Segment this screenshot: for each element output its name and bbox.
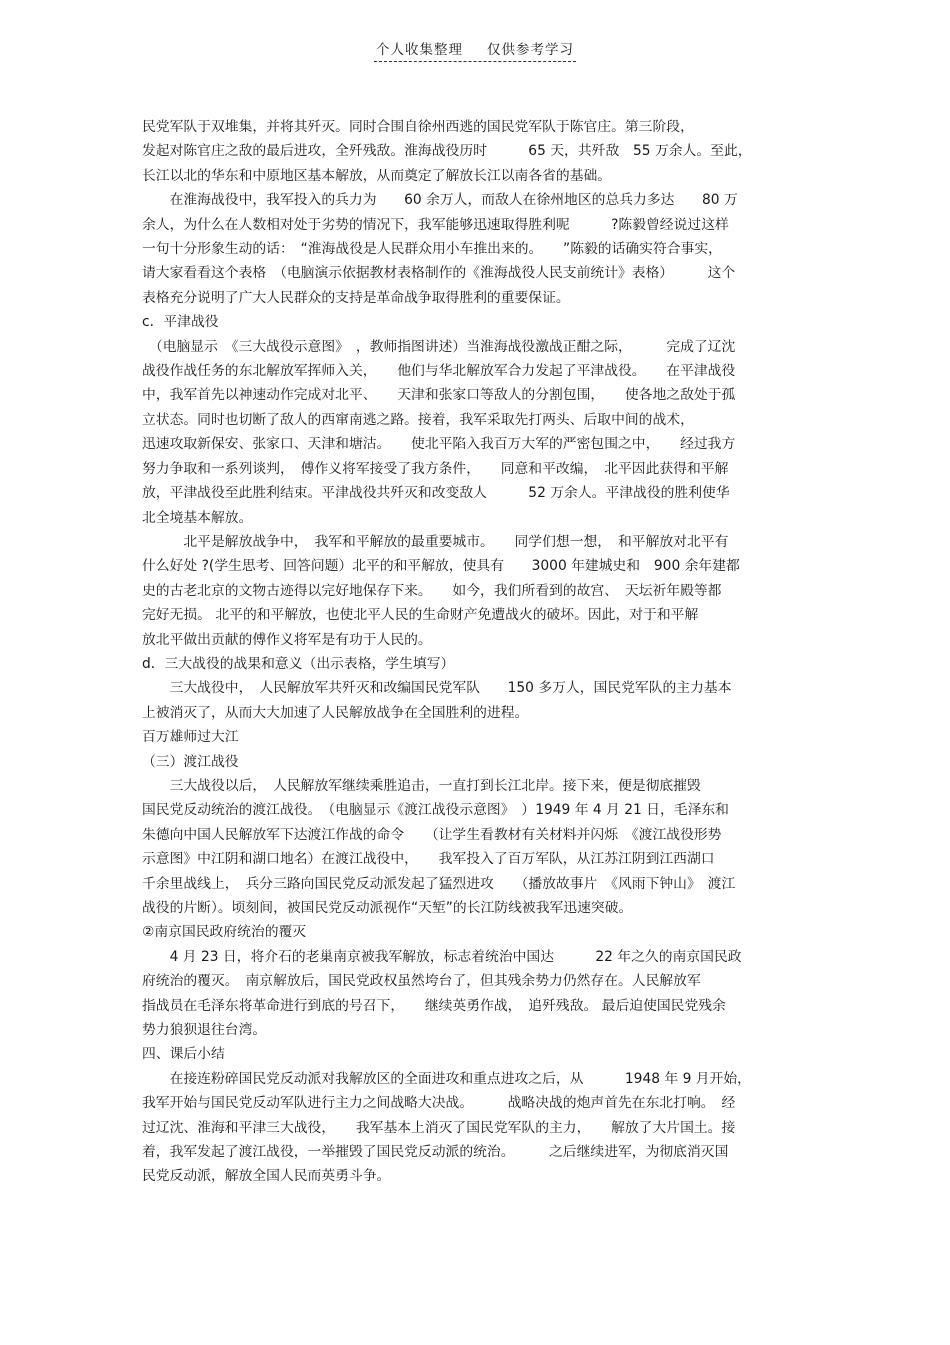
text-line: 府统治的覆灭。 南京解放后，国民党政权虽然垮台了，但其残余势力仍然存在。人民解放军 [142, 973, 701, 990]
text-line: 余人，为什么在人数相对处于劣势的情况下，我军能够迅速取得胜利呢 ?陈毅曾经说过这样 [142, 216, 729, 233]
page-header [0, 38, 950, 62]
document-body [142, 115, 810, 1189]
text-line: 势力狼狈退往台湾。 [142, 1022, 267, 1039]
text-line: 民党军队于双堆集，并将其歼灭。同时合围自徐州西逃的国民党军队于陈官庄。第三阶段， [142, 119, 694, 135]
text-line: 上被消灭了，从而大大加速了人民解放战争在全国胜利的进程。 [142, 704, 529, 721]
text-line: 史的古老北京的文物古迹得以完好地保存下来。 如今，我们所看到的故宫、 天坛祈年殿等都 [142, 582, 722, 599]
text-line: 表格充分说明了广大人民群众的支持是革命战争取得胜利的重要保证。 [142, 289, 570, 306]
text-line: 迅速攻取新保安、张家口、天津和塘沽。 使北平陷入我百万大军的严密包围之中， 经过我方 [142, 436, 736, 453]
text-line: 三大战役中， 人民解放军共歼灭和改编国民党军队 150 多万人，国民党军队的主力基本 [142, 680, 732, 697]
text-line: 朱德向中国人民解放军下达渡江作战的命令 （让学生看教材有关材料并闪烁 《渡江战役形势 [142, 826, 722, 843]
text-line: 请大家看看这个表格 （电脑演示依据教材表格制作的《淮海战役人民支前统计》表格） 这个 [142, 265, 736, 282]
text-line: 中，我军首先以神速动作完成对北平、 天津和张家口等敌人的分割包围， 使各地之敌处于孤 [142, 387, 736, 404]
text-line: 放，平津战役至此胜利结束。平津战役共歼灭和改变敌人 52 万余人。平津战役的胜利使华 [142, 485, 730, 502]
text-line: 努力争取和一系列谈判， 傅作义将军接受了我方条件， 同意和平改编， 北平因此获得和平解 [142, 460, 729, 477]
section-heading-results: d．三大战役的战果和意义（出示表格，学生填写） [142, 655, 455, 672]
text-line: 示意图》中江阴和湖口地名）在渡江战役中， 我军投入了百万军队，从江苏江阴到江西湖口 [142, 851, 715, 868]
header-left-text: 个人收集整理 [376, 42, 463, 58]
text-line: 北平是解放战争中， 我军和平解放的最重要城市。 同学们想一想， 和平解放对北平有 [142, 533, 729, 550]
section-heading-crossing: 百万雄师过大江 [142, 729, 239, 746]
text-line: 完好无损。 北平的和平解放，也使北平人民的生命财产免遭战火的破坏。因此，对于和平解 [142, 607, 699, 624]
text-line: 战役作战任务的东北解放军挥师入关， 他们与华北解放军合力发起了平津战役。 在平津战役 [142, 363, 736, 380]
section-heading-pingjin: c．平津战役 [142, 314, 219, 331]
header-right-text: 仅供参考学习 [487, 42, 574, 58]
text-line: 4 月 23 日，将介石的老巢南京被我军解放，标志着统治中国达 22 年之久的南京国民政 [142, 948, 742, 965]
text-line: 我军开始与国民党反动军队进行主力之间战略大决战。 战略决战的炮声首先在东北打响。 经 [142, 1095, 736, 1112]
text-line: 一句十分形象生动的话： “淮海战役是人民群众用小车推出来的。 ”陈毅的话确实符合事实， [142, 241, 722, 258]
text-line: 长江以北的华东和中原地区基本解放，从而奠定了解放长江以南各省的基础。 [142, 167, 612, 184]
section-heading-dujiang: （三）渡江战役 [142, 753, 239, 770]
text-line: 发起对陈官庄之敌的最后进攻，全歼残敌。淮海战役历时 65 天，共歼敌 55 万余人。至此， [142, 143, 752, 160]
text-line: 战役的片断）。顷刻间，被国民党反动派视作“天堑”的长江防线被我军迅速突破。 [142, 900, 633, 916]
text-line: 三大战役以后， 人民解放军继续乘胜追击，一直打到长江北岸。接下来，便是彻底摧毁 [142, 777, 701, 794]
text-line: 民党反动派，解放全国人民而英勇斗争。 [142, 1168, 391, 1185]
text-line: 在淮海战役中，我军投入的兵力为 60 余万人，而敌人在徐州地区的总兵力多达 80 万 [142, 192, 738, 209]
text-line: 北全境基本解放。 [142, 509, 253, 526]
text-line: 国民党反动统治的渡江战役。 （电脑显示《渡江战役示意图》 ）1949 年 4 月 21 日，毛泽东和 [142, 802, 729, 819]
text-line: 指战员在毛泽东将革命进行到底的号召下， 继续英勇作战， 追歼残敌。 最后迫使国民党残余 [142, 997, 726, 1014]
text-line: 立状态。同时也切断了敌人的西窜南逃之路。接着，我军采取先打两头、后取中间的战术， [142, 411, 694, 428]
text-line: 过辽沈、淮海和平津三大战役， 我军基本上消灭了国民党军队的主力， 解放了大片国土。接 [142, 1119, 736, 1136]
text-line: 什么好处 ?(学生思考、回答问题）北平的和平解放，使具有 3000 年建城史和 900 余年建都 [142, 558, 740, 575]
section-heading-nanjing: ②南京国民政府统治的覆灭 [142, 924, 307, 941]
text-line: （电脑显示 《三大战役示意图》 ，教师指图讲述）当淮海战役激战正酣之际， 完成了辽沈 [142, 338, 736, 355]
text-line: 在接连粉碎国民党反动派对我解放区的全面进攻和重点进攻之后，从 1948 年 9 月开始， [142, 1070, 751, 1087]
header-line [374, 38, 576, 62]
text-line: 着，我军发起了渡江战役，一举摧毁了国民党反动派的统治。 之后继续进军，为彻底消灭国 [142, 1144, 729, 1161]
section-heading-summary: 四、课后小结 [142, 1046, 225, 1063]
text-line: 千余里战线上， 兵分三路向国民党反动派发起了猛烈进攻 （播放故事片 《风雨下钟山》 渡江 [142, 875, 736, 892]
text-line: 放北平做出贡献的傅作义将军是有功于人民的。 [142, 631, 432, 648]
